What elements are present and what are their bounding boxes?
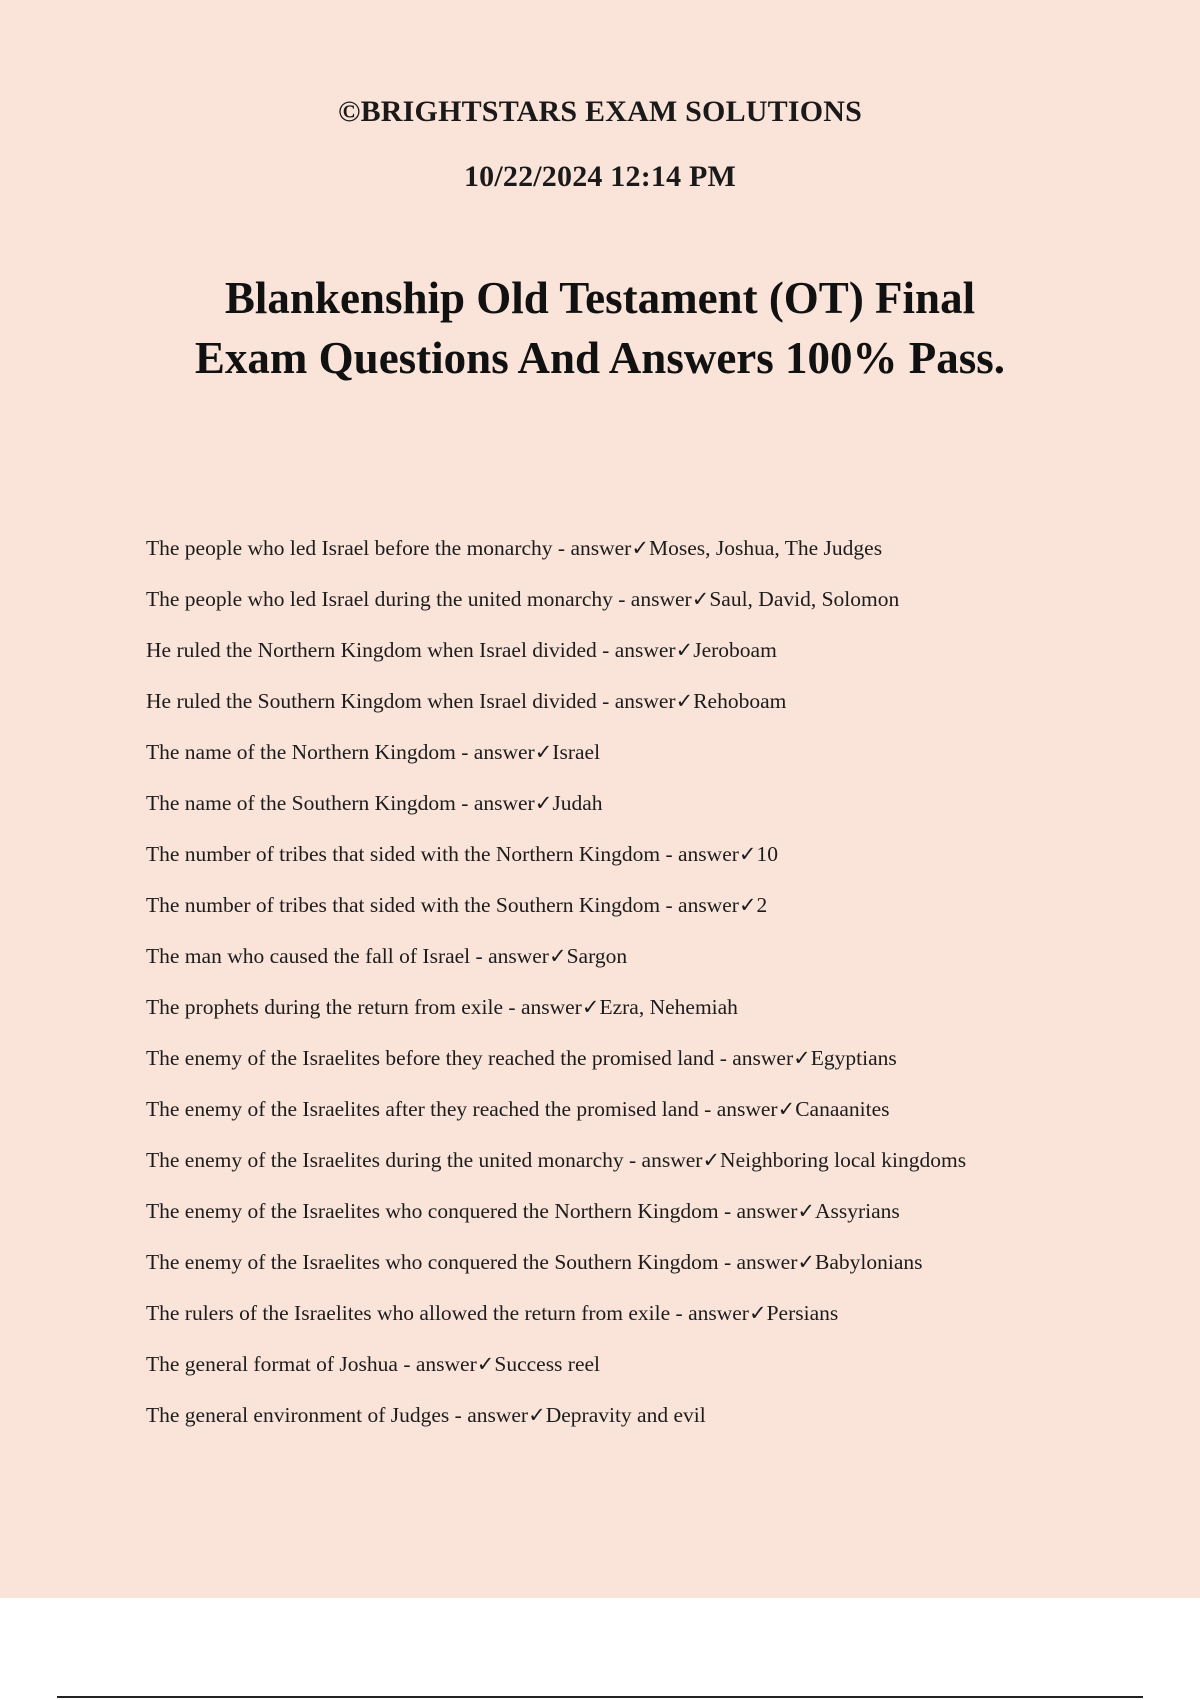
- checkmark-icon: ✓: [534, 740, 553, 764]
- question-text: The name of the Northern Kingdom: [146, 740, 456, 764]
- qa-item: [146, 887, 1106, 938]
- answer-text: Rehoboam: [693, 689, 787, 713]
- qa-item: [146, 1142, 1106, 1193]
- question-text: The enemy of the Israelites during the united monarchy: [146, 1148, 624, 1172]
- answer-label: - answer: [718, 1199, 798, 1223]
- answer-text: Israel: [552, 740, 601, 764]
- question-text: The people who led Israel before the monarchy: [146, 536, 553, 560]
- checkmark-icon: ✓: [738, 842, 757, 866]
- answer-text: Assyrians: [814, 1199, 900, 1223]
- answer-label: - answer: [698, 1097, 778, 1121]
- qa-list: [146, 530, 1106, 1448]
- answer-label: - answer: [623, 1148, 703, 1172]
- answer-text: Success reel: [494, 1352, 601, 1376]
- checkmark-icon: ✓: [738, 893, 757, 917]
- qa-item: [146, 1193, 1106, 1244]
- answer-label: - answer: [612, 587, 692, 611]
- answer-text: Babylonians: [815, 1250, 923, 1274]
- answer-text: Persians: [766, 1301, 839, 1325]
- qa-item: [146, 989, 1106, 1040]
- answer-label: - answer: [397, 1352, 477, 1376]
- company-header: ©BRIGHTSTARS EXAM SOLUTIONS: [337, 95, 863, 128]
- question-text: The rulers of the Israelites who allowed the return from exile: [146, 1301, 671, 1325]
- question-text: The enemy of the Israelites after they reached the promised land: [146, 1097, 699, 1121]
- answer-label: - answer: [714, 1046, 794, 1070]
- answer-label: - answer: [503, 995, 582, 1019]
- answer-text: Egyptians: [810, 1046, 897, 1070]
- answer-text: Jeroboam: [693, 638, 777, 662]
- checkmark-icon: ✓: [528, 1403, 546, 1427]
- qa-item: [146, 1091, 1106, 1142]
- qa-item: [146, 1244, 1106, 1295]
- answer-label: - answer: [718, 1250, 798, 1274]
- checkmark-icon: ✓: [675, 689, 694, 713]
- checkmark-icon: ✓: [691, 587, 710, 611]
- question-text: The enemy of the Israelites before they reached the promised land: [146, 1046, 715, 1070]
- checkmark-icon: ✓: [702, 1148, 721, 1172]
- question-text: The man who caused the fall of Israel: [146, 944, 471, 968]
- checkmark-icon: ✓: [797, 1199, 815, 1223]
- answer-label: - answer: [596, 689, 676, 713]
- qa-item: [146, 581, 1106, 632]
- checkmark-icon: ✓: [548, 944, 567, 968]
- qa-item: [146, 836, 1106, 887]
- answer-text: 10: [756, 842, 779, 866]
- qa-item: [146, 734, 1106, 785]
- answer-text: Canaanites: [795, 1097, 890, 1121]
- qa-item: [146, 1295, 1106, 1346]
- checkmark-icon: ✓: [748, 1301, 767, 1325]
- qa-item: [146, 938, 1106, 989]
- answer-label: - answer: [470, 944, 549, 968]
- checkmark-icon: ✓: [581, 995, 600, 1019]
- answer-text: Saul, David, Solomon: [709, 587, 900, 611]
- document-title: [100, 268, 1100, 388]
- question-text: He ruled the Northern Kingdom when Israel divided: [146, 638, 597, 662]
- question-text: The number of tribes that sided with the Northern Kingdom: [146, 842, 661, 866]
- qa-item: [146, 785, 1106, 836]
- answer-label: - answer: [455, 791, 535, 815]
- answer-label: - answer: [449, 1403, 529, 1427]
- answer-text: Judah: [552, 791, 603, 815]
- answer-text: Depravity and evil: [545, 1403, 706, 1427]
- qa-item: [146, 530, 1106, 581]
- answer-text: Neighboring local kingdoms: [720, 1148, 967, 1172]
- question-text: The enemy of the Israelites who conquered the Southern Kingdom: [146, 1250, 719, 1274]
- footer-divider: [57, 1696, 1143, 1698]
- answer-label: - answer: [660, 842, 739, 866]
- title-line-2: Exam Questions And Answers 100% Pass.: [194, 333, 1006, 383]
- answer-text: Ezra, Nehemiah: [599, 995, 738, 1019]
- qa-item: [146, 1040, 1106, 1091]
- checkmark-icon: ✓: [793, 1046, 811, 1070]
- checkmark-icon: ✓: [675, 638, 694, 662]
- question-text: The number of tribes that sided with the Southern Kingdom: [146, 893, 661, 917]
- question-text: The enemy of the Israelites who conquered the Northern Kingdom: [146, 1199, 719, 1223]
- title-line-1: Blankenship Old Testament (OT) Final: [224, 273, 976, 323]
- question-text: The general format of Joshua: [146, 1352, 398, 1376]
- checkmark-icon: ✓: [534, 791, 553, 815]
- answer-label: - answer: [670, 1301, 749, 1325]
- checkmark-icon: ✓: [777, 1097, 796, 1121]
- answer-label: - answer: [455, 740, 535, 764]
- question-text: He ruled the Southern Kingdom when Israel divided: [146, 689, 597, 713]
- answer-label: - answer: [660, 893, 739, 917]
- date-header: 10/22/2024 12:14 PM: [463, 160, 737, 193]
- question-text: The name of the Southern Kingdom: [146, 791, 456, 815]
- qa-item: [146, 632, 1106, 683]
- answer-text: 2: [756, 893, 768, 917]
- answer-text: Moses, Joshua, The Judges: [648, 536, 883, 560]
- answer-label: - answer: [552, 536, 632, 560]
- question-text: The people who led Israel during the united monarchy: [146, 587, 613, 611]
- checkmark-icon: ✓: [631, 536, 649, 560]
- checkmark-icon: ✓: [797, 1250, 815, 1274]
- question-text: The general environment of Judges: [146, 1403, 450, 1427]
- qa-item: [146, 1397, 1106, 1448]
- qa-item: [146, 683, 1106, 734]
- question-text: The prophets during the return from exile: [146, 995, 504, 1019]
- answer-text: Sargon: [566, 944, 628, 968]
- qa-item: [146, 1346, 1106, 1397]
- checkmark-icon: ✓: [476, 1352, 495, 1376]
- answer-label: - answer: [596, 638, 676, 662]
